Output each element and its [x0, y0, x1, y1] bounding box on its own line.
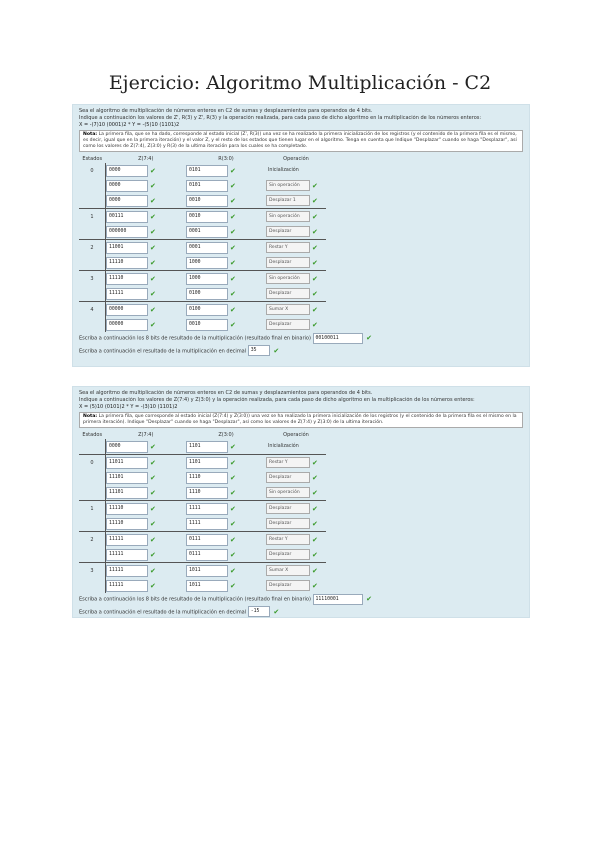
- table-row: [79, 240, 326, 256]
- operation-cell: [266, 470, 326, 485]
- table-row: [79, 516, 326, 532]
- step-cell: [79, 286, 106, 302]
- register-cell-a: [106, 209, 187, 225]
- intro-text: Sea el algoritmo de multiplicación de números enteros en C2 de sumas y desplazamientos para operandos de 4 bits.: [79, 390, 373, 396]
- register-cell-b: [186, 209, 266, 225]
- operation-cell: [266, 163, 326, 178]
- register-field[interactable]: 00000: [106, 319, 148, 331]
- check-icon: ✔: [230, 181, 236, 190]
- register-cell-b: [186, 455, 266, 471]
- operation-select[interactable]: Restar Y: [266, 242, 310, 253]
- register-field[interactable]: 0010: [186, 195, 228, 207]
- register-cell-b: [186, 286, 266, 302]
- register-field[interactable]: 11110: [106, 518, 148, 530]
- register-field[interactable]: 0100: [186, 304, 228, 316]
- register-field[interactable]: 11001: [106, 242, 148, 254]
- check-icon: ✔: [312, 519, 318, 528]
- register-cell-b: [186, 439, 266, 455]
- step-cell: [79, 578, 106, 593]
- step-cell: [79, 485, 106, 501]
- result-decimal-field[interactable]: 35: [248, 345, 270, 356]
- operation-cell: [266, 286, 326, 302]
- check-icon: ✔: [150, 504, 156, 513]
- operation-select[interactable]: Desplazar: [266, 549, 310, 560]
- result-binary-row: [79, 332, 523, 345]
- operation-select[interactable]: Sin operación: [266, 273, 310, 284]
- check-icon: ✔: [230, 566, 236, 575]
- operation-select[interactable]: Sumar X: [266, 565, 310, 576]
- operation-cell: [266, 516, 326, 532]
- table-row: [79, 302, 326, 318]
- register-cell-b: [186, 563, 266, 579]
- table-row: [79, 163, 326, 178]
- note-label: Nota:: [83, 414, 98, 419]
- step-cell: [79, 439, 106, 455]
- table-row: [79, 178, 326, 193]
- register-field[interactable]: 0101: [186, 180, 228, 192]
- check-icon: ✔: [230, 504, 236, 513]
- register-cell-a: [106, 470, 187, 485]
- operation-cell: [266, 302, 326, 318]
- register-field[interactable]: 1110: [186, 487, 228, 499]
- check-icon: ✔: [230, 243, 236, 252]
- result-decimal-row: [79, 606, 523, 619]
- column-header: Operación: [283, 432, 309, 438]
- register-cell-b: [186, 255, 266, 271]
- register-cell-b: [186, 516, 266, 532]
- check-icon: ✔: [312, 488, 318, 497]
- step-cell: 3: [79, 563, 106, 579]
- check-icon: ✔: [150, 212, 156, 221]
- column-header: R(3:0): [218, 156, 234, 162]
- check-icon: ✔: [150, 243, 156, 252]
- operation-cell: [266, 532, 326, 548]
- table-row: [79, 501, 326, 517]
- check-icon: ✔: [312, 458, 318, 467]
- check-icon: ✔: [230, 289, 236, 298]
- column-header: Z(7:4): [138, 432, 154, 438]
- check-icon: ✔: [150, 488, 156, 497]
- operation-select[interactable]: Desplazar: [266, 580, 310, 591]
- column-header: Z(7:4): [138, 156, 154, 162]
- check-icon: ✔: [230, 458, 236, 467]
- table-row: [79, 193, 326, 209]
- check-icon: ✔: [230, 535, 236, 544]
- check-icon: ✔: [230, 196, 236, 205]
- operation-cell: [266, 547, 326, 563]
- register-field[interactable]: 000000: [106, 226, 148, 238]
- result-decimal-label: Escriba a continuación el resultado de la multiplicación en decimal: [79, 609, 247, 615]
- check-icon: ✔: [230, 473, 236, 482]
- register-field[interactable]: 1101: [186, 441, 228, 453]
- register-cell-a: [106, 501, 187, 517]
- result-binary-label: Escriba a continuación los 8 bits de resultado de la multiplicación (resultado final en binario): [79, 335, 311, 342]
- register-cell-b: [186, 485, 266, 501]
- check-icon: ✔: [230, 258, 236, 267]
- check-icon: ✔: [230, 212, 236, 221]
- check-icon: ✔: [312, 243, 318, 252]
- register-field[interactable]: 1000: [186, 273, 228, 285]
- operation-cell: [266, 563, 326, 579]
- register-field[interactable]: 0001: [186, 226, 228, 238]
- register-cell-b: [186, 193, 266, 209]
- check-icon: ✔: [312, 212, 318, 221]
- register-cell-a: [106, 485, 187, 501]
- column-header: Z(3:0): [218, 432, 234, 438]
- register-cell-a: [106, 455, 187, 471]
- register-field[interactable]: 00111: [106, 211, 148, 223]
- check-icon: ✔: [150, 181, 156, 190]
- check-icon: ✔: [312, 274, 318, 283]
- step-cell: [79, 178, 106, 193]
- register-cell-a: [106, 286, 187, 302]
- note-box: [79, 412, 523, 428]
- check-icon: ✔: [312, 550, 318, 559]
- note-box: [79, 130, 523, 152]
- register-field[interactable]: 0100: [186, 288, 228, 300]
- formula-text: X = -(7)10 (0001)2 * Y = -(5)10 (1101)2: [79, 122, 180, 128]
- check-icon: ✔: [230, 581, 236, 590]
- register-cell-a: [106, 439, 187, 455]
- note-text: La primera fila, que corresponde al estado inicial (Z(7:4) y Z(3:0)) una vez se ha realizado la primera inicialización de los registros (y el contenido de la primera fila es el mismo en la primera iteración). Indique "Desplazar" cuando se haga "Desplazar", así como los valores de Z(7:4) y Z(3:0) de la ultima iteración.: [83, 414, 517, 425]
- check-icon: ✔: [312, 473, 318, 482]
- check-icon: ✔: [312, 181, 318, 190]
- step-cell: [79, 516, 106, 532]
- register-field[interactable]: 11110: [106, 257, 148, 269]
- operation-select[interactable]: Desplazar: [266, 257, 310, 268]
- register-cell-a: [106, 532, 187, 548]
- register-cell-a: [106, 178, 187, 193]
- register-cell-b: [186, 302, 266, 318]
- result-decimal-field[interactable]: -15: [248, 606, 270, 617]
- register-cell-b: [186, 271, 266, 287]
- register-cell-b: [186, 317, 266, 332]
- register-field[interactable]: 11101: [106, 472, 148, 484]
- note-label: Nota:: [83, 132, 98, 137]
- check-icon: ✔: [150, 305, 156, 314]
- check-icon: ✔: [312, 258, 318, 267]
- register-field[interactable]: 1101: [186, 457, 228, 469]
- instruction-text: Indique a continuación los valores de Z(7:4) y Z(3:0) y la operación realizada, para cada paso de dicho algoritmo en la multiplicación de los números enteros:: [79, 397, 475, 403]
- table-row: [79, 563, 326, 579]
- result-decimal-label: Escriba a continuación el resultado de la multiplicación en decimal: [79, 348, 247, 354]
- operation-select[interactable]: Desplazar: [266, 472, 310, 483]
- table-row: [79, 485, 326, 501]
- operation-cell: [266, 255, 326, 271]
- register-field[interactable]: 11111: [106, 565, 148, 577]
- register-field[interactable]: 0001: [186, 242, 228, 254]
- check-icon: ✔: [230, 550, 236, 559]
- check-icon: ✔: [150, 227, 156, 236]
- check-icon: ✔: [312, 320, 318, 329]
- check-icon: ✔: [150, 320, 156, 329]
- check-icon: ✔: [150, 289, 156, 298]
- operation-cell: [266, 439, 326, 455]
- result-decimal-row: [79, 345, 523, 358]
- step-cell: [79, 255, 106, 271]
- operation-label: Inicialización: [268, 443, 299, 449]
- check-icon: ✔: [366, 595, 372, 603]
- check-icon: ✔: [312, 289, 318, 298]
- check-icon: ✔: [150, 535, 156, 544]
- register-cell-a: [106, 224, 187, 240]
- register-cell-b: [186, 163, 266, 178]
- table-row: [79, 455, 326, 471]
- check-icon: ✔: [150, 442, 156, 451]
- register-field[interactable]: 1011: [186, 565, 228, 577]
- operation-cell: [266, 501, 326, 517]
- register-cell-b: [186, 224, 266, 240]
- register-field[interactable]: 00000: [106, 304, 148, 316]
- register-cell-a: [106, 302, 187, 318]
- table-row: [79, 532, 326, 548]
- check-icon: ✔: [150, 166, 156, 175]
- check-icon: ✔: [366, 334, 372, 342]
- register-field[interactable]: 1111: [186, 518, 228, 530]
- register-field[interactable]: 11111: [106, 549, 148, 561]
- check-icon: ✔: [312, 196, 318, 205]
- operation-select[interactable]: Restar Y: [266, 457, 310, 468]
- register-cell-a: [106, 193, 187, 209]
- operation-cell: [266, 240, 326, 256]
- table-row: [79, 439, 326, 455]
- operation-select[interactable]: Desplazar: [266, 518, 310, 529]
- column-header: Operación: [283, 156, 309, 162]
- check-icon: ✔: [312, 227, 318, 236]
- operation-cell: [266, 271, 326, 287]
- operation-select[interactable]: Sin operación: [266, 487, 310, 498]
- operation-select[interactable]: Restar Y: [266, 534, 310, 545]
- step-cell: 2: [79, 532, 106, 548]
- check-icon: ✔: [230, 519, 236, 528]
- check-icon: ✔: [312, 504, 318, 513]
- register-cell-a: [106, 317, 187, 332]
- register-cell-a: [106, 547, 187, 563]
- register-cell-b: [186, 470, 266, 485]
- step-cell: 3: [79, 271, 106, 287]
- check-icon: ✔: [150, 550, 156, 559]
- register-cell-b: [186, 240, 266, 256]
- table-row: [79, 470, 326, 485]
- check-icon: ✔: [150, 196, 156, 205]
- register-field[interactable]: 0000: [106, 441, 148, 453]
- register-cell-b: [186, 547, 266, 563]
- register-field[interactable]: 1110: [186, 472, 228, 484]
- operations-table: [79, 431, 326, 593]
- intro-text: Sea el algoritmo de multiplicación de números enteros en C2 de sumas y desplazamientos para operandos de 4 bits.: [79, 108, 373, 114]
- check-icon: ✔: [230, 488, 236, 497]
- result-binary-label: Escriba a continuación los 8 bits de resultado de la multiplicación (resultado final en binario): [79, 596, 311, 603]
- page-title: Ejercicio: Algoritmo Multiplicación - C2: [108, 72, 492, 94]
- register-field[interactable]: 0000: [106, 165, 148, 177]
- register-cell-b: [186, 578, 266, 593]
- register-field[interactable]: 11111: [106, 288, 148, 300]
- register-field[interactable]: 11111: [106, 534, 148, 546]
- step-cell: [79, 224, 106, 240]
- check-icon: ✔: [230, 166, 236, 175]
- check-icon: ✔: [312, 535, 318, 544]
- check-icon: ✔: [150, 258, 156, 267]
- operation-cell: [266, 578, 326, 593]
- register-field[interactable]: 11011: [106, 457, 148, 469]
- operation-select[interactable]: Desplazar: [266, 503, 310, 514]
- column-header: Estados: [82, 432, 103, 438]
- check-icon: ✔: [150, 581, 156, 590]
- result-binary-field[interactable]: 11110001: [313, 594, 363, 605]
- register-field[interactable]: 0010: [186, 319, 228, 331]
- check-icon: ✔: [273, 346, 280, 355]
- exercise-panel-2: [72, 386, 530, 618]
- register-cell-a: [106, 255, 187, 271]
- register-cell-a: [106, 240, 187, 256]
- operation-select[interactable]: Sin operación: [266, 211, 310, 222]
- register-field[interactable]: 11110: [106, 503, 148, 515]
- column-header: Estados: [82, 156, 103, 162]
- table-row: [79, 578, 326, 593]
- operation-select[interactable]: Desplazar: [266, 226, 310, 237]
- register-field[interactable]: 11111: [106, 580, 148, 592]
- register-field[interactable]: 1000: [186, 257, 228, 269]
- operation-cell: [266, 209, 326, 225]
- table-row: [79, 209, 326, 225]
- operation-cell: [266, 485, 326, 501]
- register-cell-b: [186, 178, 266, 193]
- step-cell: 0: [90, 167, 94, 174]
- check-icon: ✔: [312, 581, 318, 590]
- operation-select[interactable]: Desplazar 1: [266, 195, 310, 206]
- register-cell-b: [186, 501, 266, 517]
- check-icon: ✔: [150, 519, 156, 528]
- register-cell-a: [106, 563, 187, 579]
- register-field[interactable]: 0010: [186, 211, 228, 223]
- step-cell: [79, 317, 106, 332]
- step-cell: 1: [79, 209, 106, 225]
- register-field[interactable]: 1011: [186, 580, 228, 592]
- formula-text: X = (5)10 (0101)2 * Y = -(3)10 (1101)2: [79, 404, 178, 410]
- operation-select[interactable]: Sin operación: [266, 180, 310, 191]
- register-field[interactable]: 0000: [106, 180, 148, 192]
- operation-select[interactable]: Sumar X: [266, 304, 310, 315]
- table-row: [79, 286, 326, 302]
- table-row: [79, 271, 326, 287]
- check-icon: ✔: [150, 566, 156, 575]
- register-field[interactable]: 11110: [106, 273, 148, 285]
- register-cell-b: [186, 532, 266, 548]
- check-icon: ✔: [230, 442, 236, 451]
- operation-select[interactable]: Desplazar: [266, 319, 310, 330]
- check-icon: ✔: [312, 566, 318, 575]
- step-cell: [79, 470, 106, 485]
- step-cell: [79, 193, 106, 209]
- register-cell-a: [106, 163, 187, 178]
- check-icon: ✔: [230, 320, 236, 329]
- step-cell: 0: [79, 455, 106, 471]
- instruction-text: Indique a continuación los valores de Z', R(3) y Z', R(3) y la operación realizada, para cada paso de dicho algoritmo en la multiplicación de los números enteros:: [79, 115, 482, 121]
- step-cell: 4: [79, 302, 106, 318]
- register-field[interactable]: 0101: [186, 165, 228, 177]
- table-row: [79, 547, 326, 563]
- check-icon: ✔: [230, 227, 236, 236]
- result-binary-row: [79, 593, 523, 606]
- register-field[interactable]: 0111: [186, 549, 228, 561]
- register-field[interactable]: 0000: [106, 195, 148, 207]
- step-cell: [79, 547, 106, 563]
- note-text: La primera fila, que se ha dado, corresponde al estado inicial (Z', R(3)) una vez se ha realizado la primera inicialización de los registros (y el contenido de la primera fila es el mismo, es decir, igual que en la primera iteración) y el valor Z, y el resto de los estados que tienen lugar en el algoritmo. Tenga en cuenta que Indique "Desplazar" cuando se haga "Desplazar", así como los valores de Z(7:4), Z(3:0) y R(3) de la ultima iteración para los cuales se ha completado.: [83, 132, 517, 149]
- register-cell-a: [106, 578, 187, 593]
- operation-cell: [266, 317, 326, 332]
- check-icon: ✔: [230, 305, 236, 314]
- register-field[interactable]: 1111: [186, 503, 228, 515]
- check-icon: ✔: [150, 473, 156, 482]
- operation-cell: [266, 224, 326, 240]
- register-field[interactable]: 11101: [106, 487, 148, 499]
- operation-cell: [266, 193, 326, 209]
- operation-cell: [266, 178, 326, 193]
- table-row: [79, 224, 326, 240]
- table-row: [79, 255, 326, 271]
- result-binary-field[interactable]: 00100011: [313, 333, 363, 344]
- operations-table: [79, 155, 326, 332]
- operation-select[interactable]: Desplazar: [266, 288, 310, 299]
- step-cell: 1: [79, 501, 106, 517]
- check-icon: ✔: [273, 607, 280, 616]
- exercise-panel-1: [72, 104, 530, 367]
- register-cell-a: [106, 516, 187, 532]
- check-icon: ✔: [230, 274, 236, 283]
- operation-label: Inicialización: [268, 167, 299, 173]
- operation-cell: [266, 455, 326, 471]
- check-icon: ✔: [312, 305, 318, 314]
- register-cell-a: [106, 271, 187, 287]
- table-row: [79, 317, 326, 332]
- step-cell: 2: [79, 240, 106, 256]
- register-field[interactable]: 0111: [186, 534, 228, 546]
- check-icon: ✔: [150, 274, 156, 283]
- check-icon: ✔: [150, 458, 156, 467]
